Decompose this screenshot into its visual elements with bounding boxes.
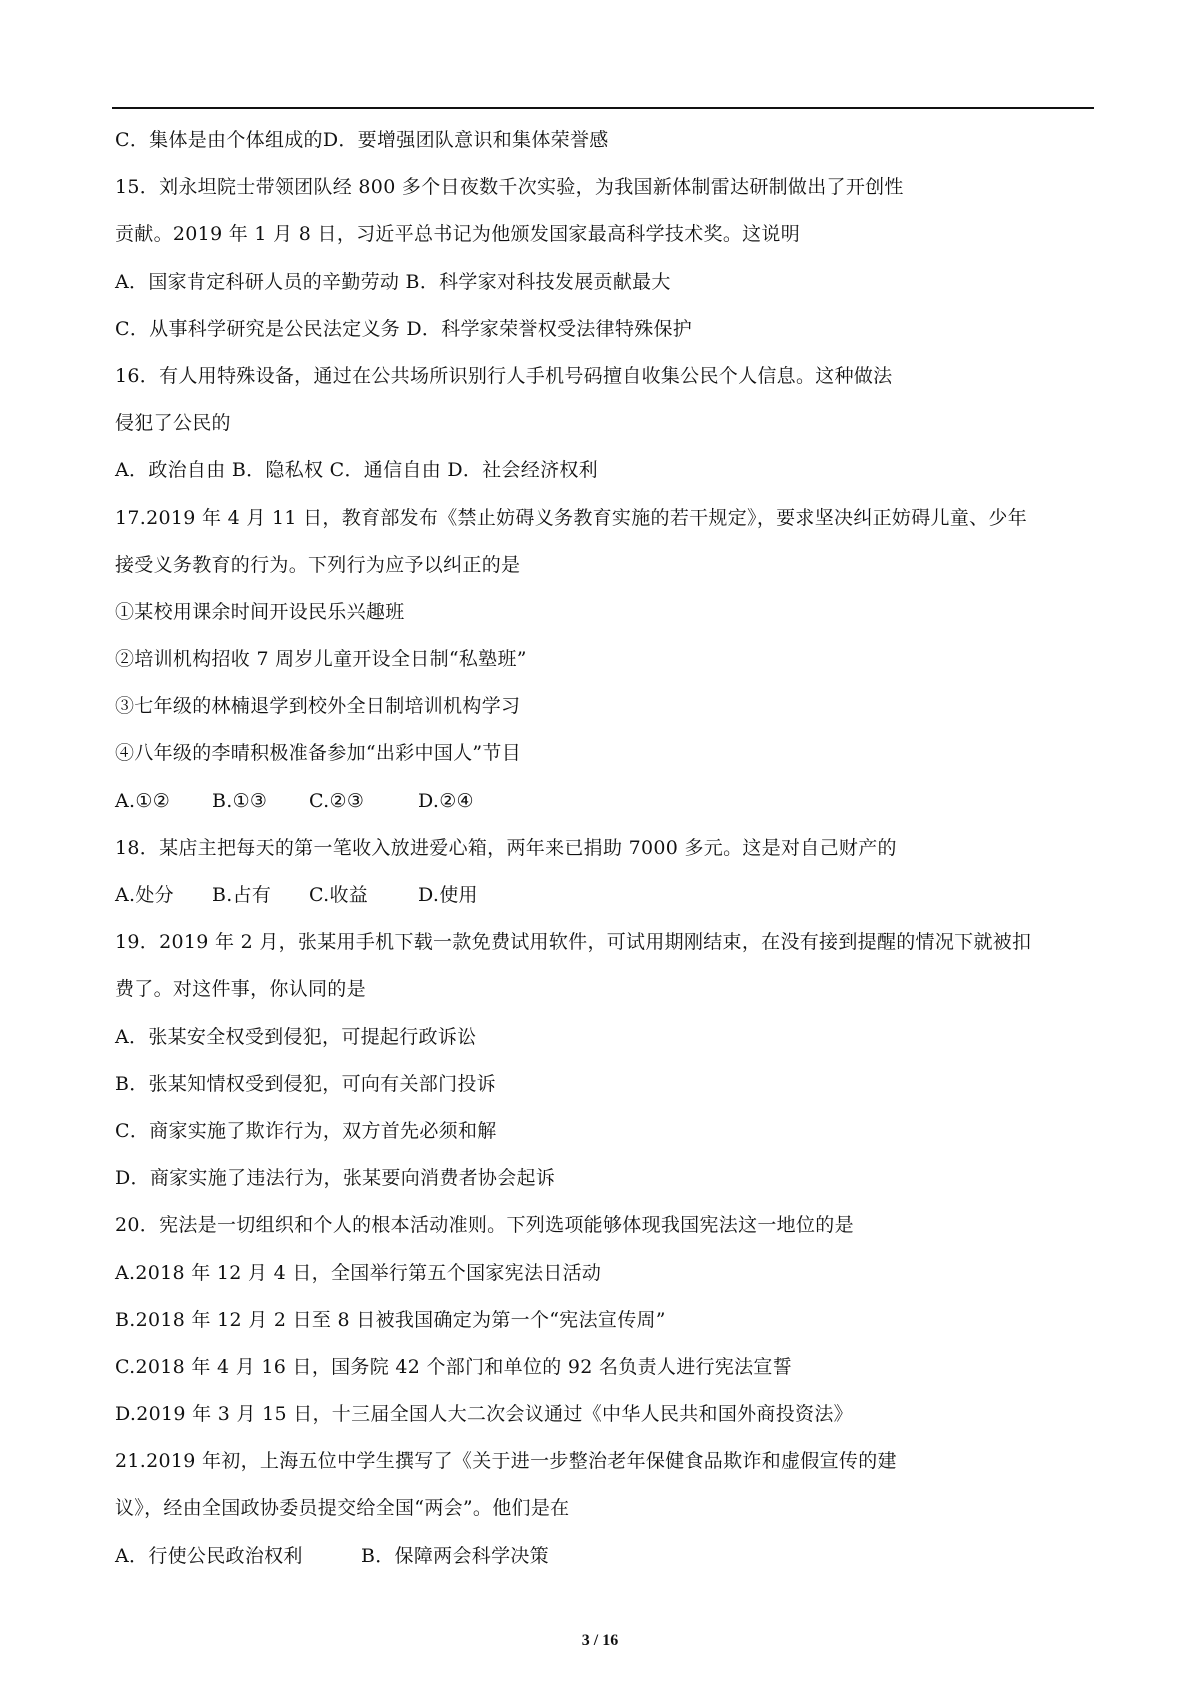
q16-stem-line1: 16．有人用特殊设备，通过在公共场所识别行人手机号码擅自收集公民个人信息。这种做法 [115, 364, 893, 387]
page-number: 3 / 16 [581, 1632, 619, 1649]
q14-option-cd: C．集体是由个体组成的D．要增强团队意识和集体荣誉感 [115, 129, 609, 151]
q19-option-b: B．张某知情权受到侵犯，可向有关部门投诉 [115, 1072, 496, 1095]
q18-option-c: C.收益 [309, 884, 369, 906]
q17-option-b: B.①③ [212, 789, 268, 812]
q15-stem-line2: 贡献。2019 年 1 月 8 日，习近平总书记为他颁发国家最高科学技术奖。这说明 [115, 223, 801, 246]
q16-options: A．政治自由 B．隐私权 C．通信自由 D．社会经济权利 [115, 459, 598, 482]
q21-option-a: A．行使公民政治权利 [115, 1544, 303, 1567]
q18-option-d: D.使用 [418, 884, 478, 906]
q20-option-c: C.2018 年 4 月 16 日，国务院 42 个部门和单位的 92 名负责人进行宪法宣誓 [115, 1355, 793, 1378]
q21-stem-line1: 21.2019 年初，上海五位中学生撰写了《关于进一步整治老年保健食品欺诈和虚假宣传的建 [115, 1450, 897, 1473]
q17-stem-line1: 17.2019 年 4 月 11 日，教育部发布《禁止妨碍义务教育实施的若干规定》，要求坚决纠正妨碍儿童、少年 [115, 506, 1028, 529]
q19-stem-line2: 费了。对这件事，你认同的是 [115, 978, 366, 1001]
q17-item-4: ④八年级的李晴积极准备参加“出彩中国人”节目 [115, 742, 522, 765]
q21-options [115, 1533, 1095, 1580]
header-rule [112, 107, 1094, 109]
q18-stem: 18．某店主把每天的第一笔收入放进爱心箱，两年来已捐助 7000 多元。这是对自己财产的 [115, 836, 897, 859]
q17-stem-line2: 接受义务教育的行为。下列行为应予以纠正的是 [115, 553, 521, 576]
q15-stem-line1: 15．刘永坦院士带领团队经 800 多个日夜数千次实验，为我国新体制雷达研制做出了开创性 [115, 176, 904, 199]
q19-option-c: C．商家实施了欺诈行为，双方首先必须和解 [115, 1119, 497, 1142]
q16-stem-line2: 侵犯了公民的 [115, 412, 231, 435]
q15-option-cd: C．从事科学研究是公民法定义务 D．科学家荣誉权受法律特殊保护 [115, 317, 693, 340]
q20-option-b: B.2018 年 12 月 2 日至 8 日被我国确定为第一个“宪法宣传周” [115, 1308, 666, 1331]
page-content [115, 117, 1095, 1580]
q17-item-1: ①某校用课余时间开设民乐兴趣班 [115, 600, 405, 623]
q20-stem: 20．宪法是一切组织和个人的根本活动准则。下列选项能够体现我国宪法这一地位的是 [115, 1214, 854, 1237]
q18-option-b: B.占有 [212, 884, 272, 906]
q19-option-d: D．商家实施了违法行为，张某要向消费者协会起诉 [115, 1167, 556, 1190]
q21-option-b: B．保障两会科学决策 [361, 1544, 549, 1567]
q17-item-2: ②培训机构招收 7 周岁儿童开设全日制“私塾班” [115, 648, 527, 671]
q17-options [115, 778, 1095, 825]
q20-option-d: D.2019 年 3 月 15 日，十三届全国人大二次会议通过《中华人民共和国外商投资法》 [115, 1403, 853, 1426]
q17-item-3: ③七年级的林楠退学到校外全日制培训机构学习 [115, 695, 521, 718]
q20-option-a: A.2018 年 12 月 4 日，全国举行第五个国家宪法日活动 [115, 1261, 602, 1284]
q19-stem-line1: 19．2019 年 2 月，张某用手机下载一款免费试用软件，可试用期刚结束，在没有接到提醒的情况下就被扣 [115, 931, 1032, 954]
q17-option-a: A.①② [115, 789, 171, 812]
q19-option-a: A．张某安全权受到侵犯，可提起行政诉讼 [115, 1025, 477, 1048]
q17-option-d: D.②④ [418, 789, 474, 812]
q21-stem-line2: 议》，经由全国政协委员提交给全国“两会”。他们是在 [115, 1497, 570, 1520]
q17-option-c: C.②③ [309, 789, 365, 812]
q18-options [115, 872, 1095, 919]
q15-option-ab: A．国家肯定科研人员的辛勤劳动 B．科学家对科技发展贡献最大 [115, 270, 671, 293]
q18-option-a: A.处分 [115, 884, 174, 906]
